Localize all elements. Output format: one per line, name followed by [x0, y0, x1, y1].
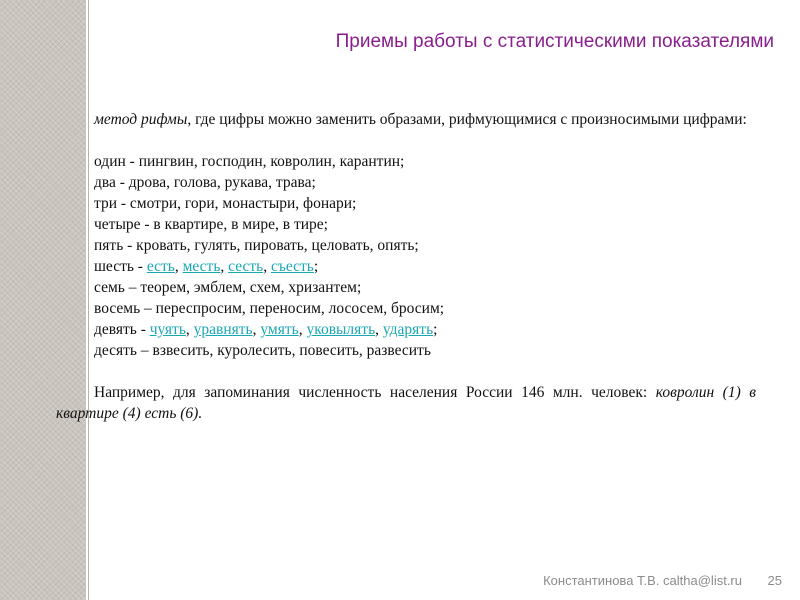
- rhyme-text: ,: [263, 258, 271, 275]
- rhyme-text: шесть -: [94, 258, 147, 275]
- rhyme-line: [94, 256, 756, 277]
- example-text: Например, для запоминания численность населения России 146 млн. человек:: [94, 384, 656, 401]
- intro-text: , где цифры можно заменить образами, рифмующимися с произносимыми цифрами:: [187, 111, 747, 128]
- rhyme-line: [94, 172, 756, 193]
- rhyme-text: десять – взвесить, куролесить, повесить, развесить: [94, 342, 431, 359]
- rhyme-word-link[interactable]: уковылять: [306, 321, 376, 338]
- slide-content: [56, 109, 756, 424]
- rhyme-text: ,: [298, 321, 307, 338]
- rhyme-text: ;: [313, 258, 319, 275]
- rhyme-text: пять - кровать, гулять, пировать, целовать, опять;: [94, 237, 419, 254]
- rhyme-word-link[interactable]: уравнять: [193, 321, 253, 338]
- spacer: [56, 361, 756, 382]
- intro-paragraph: [56, 109, 756, 130]
- slide-title: Приемы работы с статистическими показателями: [335, 31, 774, 52]
- rhyme-line: [94, 214, 756, 235]
- rhyme-line: [94, 298, 756, 319]
- rhyme-text: ,: [375, 321, 383, 338]
- example-italic: ковролин (1) в квартире (4) есть (6).: [56, 384, 756, 422]
- rhyme-text: ,: [185, 321, 194, 338]
- rhyme-word-link[interactable]: умять: [260, 321, 299, 338]
- rhyme-word-link[interactable]: сесть: [228, 258, 264, 275]
- rhyme-text: ,: [220, 258, 229, 275]
- rhyme-line: [94, 319, 756, 340]
- page-number: 25: [767, 573, 782, 588]
- rhyme-text: три - смотри, гори, монастыри, фонари;: [94, 195, 357, 212]
- intro-term: метод рифмы: [94, 111, 188, 128]
- rhyme-line: [94, 340, 756, 361]
- rhyme-text: один - пингвин, господин, ковролин, карантин;: [94, 153, 405, 170]
- example-paragraph: [56, 382, 756, 424]
- rhyme-text: восемь – переспросим, переносим, лососем, бросим;: [94, 300, 445, 317]
- rhyme-line: [94, 193, 756, 214]
- footer-author: Константинова Т.В. caltha@list.ru: [543, 573, 742, 588]
- rhyme-text: ,: [174, 258, 183, 275]
- rhyme-word-link[interactable]: чуять: [149, 321, 186, 338]
- rhyme-text: ;: [433, 321, 438, 338]
- rhyme-word-link[interactable]: съесть: [270, 258, 314, 275]
- rhyme-line: [94, 151, 756, 172]
- rhyme-list: [94, 151, 756, 361]
- rhyme-text: ,: [252, 321, 261, 338]
- rhyme-word-link[interactable]: есть: [146, 258, 175, 275]
- rhyme-line: [94, 277, 756, 298]
- rhyme-text: четыре - в квартире, в мире, в тире;: [94, 216, 328, 233]
- rhyme-word-link[interactable]: ударять: [382, 321, 434, 338]
- spacer: [56, 130, 756, 151]
- rhyme-text: девять -: [94, 321, 150, 338]
- rhyme-line: [94, 235, 756, 256]
- rhyme-text: семь – теорем, эмблем, схем, хризантем;: [94, 279, 362, 296]
- rhyme-word-link[interactable]: месть: [182, 258, 221, 275]
- rhyme-text: два - дрова, голова, рукава, трава;: [94, 174, 316, 191]
